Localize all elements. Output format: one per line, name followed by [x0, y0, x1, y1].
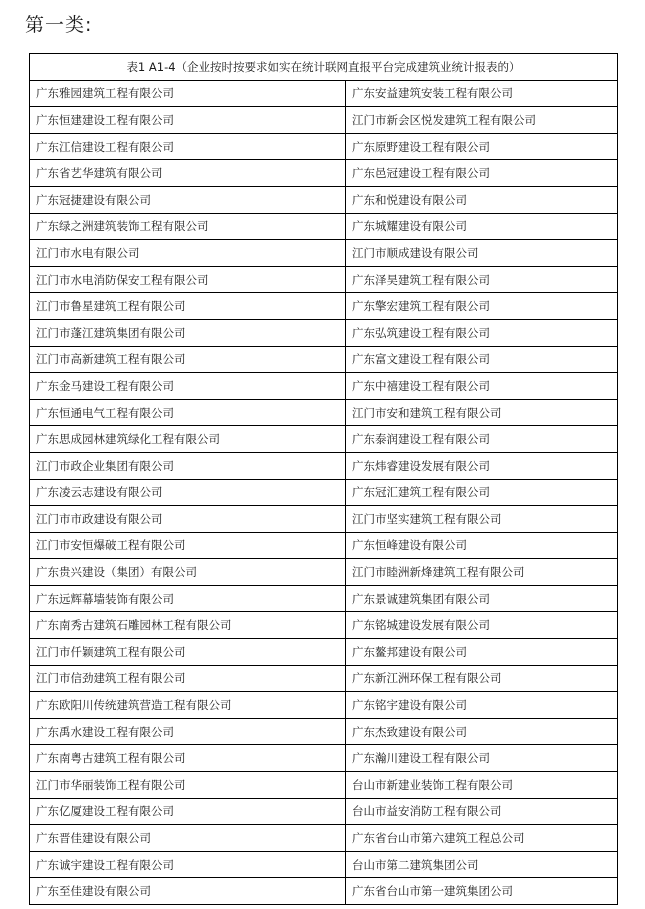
company-name-cell-right: 广东泰润建设工程有限公司: [346, 426, 618, 453]
company-name-cell-left: 广东绿之洲建筑装饰工程有限公司: [30, 213, 346, 240]
table-row: [30, 745, 618, 772]
table-row: [30, 506, 618, 533]
company-name-cell-right: 江门市睦洲新烽建筑工程有限公司: [346, 559, 618, 586]
company-name-cell-right: 广东擎宏建筑工程有限公司: [346, 293, 618, 320]
company-name-cell-right: 广东富文建设工程有限公司: [346, 346, 618, 373]
company-name-cell-left: 广东欧阳川传统建筑营造工程有限公司: [30, 692, 346, 719]
table-row: [30, 319, 618, 346]
table-row: [30, 479, 618, 506]
company-name-cell-left: 广东冠捷建设有限公司: [30, 186, 346, 213]
table-row: [30, 825, 618, 852]
company-name-cell-right: 江门市安和建筑工程有限公司: [346, 399, 618, 426]
table-row: [30, 107, 618, 134]
company-name-cell-right: 广东中禧建设工程有限公司: [346, 373, 618, 400]
company-name-cell-right: 台山市第二建筑集团公司: [346, 851, 618, 878]
company-name-cell-right: 广东原野建设工程有限公司: [346, 133, 618, 160]
company-name-cell-right: 广东杰致建设有限公司: [346, 718, 618, 745]
company-name-cell-right: 江门市顺成建设有限公司: [346, 240, 618, 267]
company-name-cell-left: 江门市鲁星建筑工程有限公司: [30, 293, 346, 320]
company-name-cell-right: 江门市新会区悦发建筑工程有限公司: [346, 107, 618, 134]
company-name-cell-left: 广东雅园建筑工程有限公司: [30, 80, 346, 107]
company-name-cell-right: 广东景诚建筑集团有限公司: [346, 585, 618, 612]
table-row: [30, 213, 618, 240]
company-name-cell-left: 广东诚宇建设工程有限公司: [30, 851, 346, 878]
table-row: [30, 639, 618, 666]
company-name-cell-left: 江门市高新建筑工程有限公司: [30, 346, 346, 373]
company-name-cell-right: 广东瀚川建设工程有限公司: [346, 745, 618, 772]
company-name-cell-right: 江门市坚实建筑工程有限公司: [346, 506, 618, 533]
company-name-cell-left: 江门市水电消防保安工程有限公司: [30, 266, 346, 293]
table-row: [30, 452, 618, 479]
company-name-cell-left: 广东思成园林建筑绿化工程有限公司: [30, 426, 346, 453]
company-name-cell-left: 广东禹水建设工程有限公司: [30, 718, 346, 745]
company-name-cell-right: 广东铭城建设发展有限公司: [346, 612, 618, 639]
company-name-cell-left: 江门市市政建设有限公司: [30, 506, 346, 533]
table-row: [30, 798, 618, 825]
company-name-cell-right: 广东炜睿建设发展有限公司: [346, 452, 618, 479]
company-name-cell-left: 广东南秀古建筑石雕园林工程有限公司: [30, 612, 346, 639]
company-table-body: [30, 54, 618, 905]
company-name-cell-right: 广东省台山市第一建筑集团公司: [346, 878, 618, 905]
company-name-cell-left: 广东远辉幕墙装饰有限公司: [30, 585, 346, 612]
company-name-cell-right: 台山市新建业装饰工程有限公司: [346, 772, 618, 799]
company-name-cell-right: 广东泽昊建筑工程有限公司: [346, 266, 618, 293]
company-name-cell-right: 广东铭宇建设有限公司: [346, 692, 618, 719]
table-row: [30, 559, 618, 586]
table-row: [30, 399, 618, 426]
table-row: [30, 772, 618, 799]
company-name-cell-left: 江门市信劲建筑工程有限公司: [30, 665, 346, 692]
table-row: [30, 133, 618, 160]
table-row: [30, 266, 618, 293]
company-name-cell-left: 广东凌云志建设有限公司: [30, 479, 346, 506]
table-row: [30, 692, 618, 719]
company-name-cell-right: 广东新江洲环保工程有限公司: [346, 665, 618, 692]
table-caption: 表1 A1-4（企业按时按要求如实在统计联网直报平台完成建筑业统计报表的）: [30, 54, 618, 81]
table-row: [30, 240, 618, 267]
table-row: [30, 293, 618, 320]
table-row: [30, 186, 618, 213]
company-name-cell-right: 广东和悦建设有限公司: [346, 186, 618, 213]
table-row: [30, 80, 618, 107]
company-name-cell-left: 广东至佳建设有限公司: [30, 878, 346, 905]
table-caption-row: [30, 54, 618, 81]
company-name-cell-left: 广东贵兴建设（集团）有限公司: [30, 559, 346, 586]
table-row: [30, 160, 618, 187]
section-heading: 第一类:: [25, 14, 93, 36]
company-name-cell-left: 广东金马建设工程有限公司: [30, 373, 346, 400]
company-name-cell-right: 广东安益建筑安装工程有限公司: [346, 80, 618, 107]
table-row: [30, 665, 618, 692]
company-name-cell-right: 广东冠汇建筑工程有限公司: [346, 479, 618, 506]
company-name-cell-left: 江门市政企业集团有限公司: [30, 452, 346, 479]
table-row: [30, 585, 618, 612]
company-name-cell-left: 广东南粤古建筑工程有限公司: [30, 745, 346, 772]
table-row: [30, 346, 618, 373]
company-name-cell-left: 江门市华丽装饰工程有限公司: [30, 772, 346, 799]
company-name-cell-left: 江门市仟颖建筑工程有限公司: [30, 639, 346, 666]
company-name-cell-left: 广东省艺华建筑有限公司: [30, 160, 346, 187]
company-name-cell-left: 广东亿厦建设工程有限公司: [30, 798, 346, 825]
company-name-cell-right: 广东鳌邦建设有限公司: [346, 639, 618, 666]
company-name-cell-right: 台山市益安消防工程有限公司: [346, 798, 618, 825]
table-row: [30, 373, 618, 400]
table-row: [30, 851, 618, 878]
company-name-cell-right: 广东省台山市第六建筑工程总公司: [346, 825, 618, 852]
company-name-cell-right: 广东弘筑建设工程有限公司: [346, 319, 618, 346]
company-name-cell-left: 广东江信建设工程有限公司: [30, 133, 346, 160]
table-row: [30, 718, 618, 745]
company-name-cell-left: 江门市蓬江建筑集团有限公司: [30, 319, 346, 346]
table-row: [30, 878, 618, 905]
company-name-cell-right: 广东恒峰建设有限公司: [346, 532, 618, 559]
company-name-cell-left: 江门市水电有限公司: [30, 240, 346, 267]
company-name-cell-left: 广东晋佳建设有限公司: [30, 825, 346, 852]
company-name-cell-right: 广东城耀建设有限公司: [346, 213, 618, 240]
company-name-cell-left: 广东恒建建设工程有限公司: [30, 107, 346, 134]
table-row: [30, 612, 618, 639]
table-row: [30, 426, 618, 453]
company-name-cell-left: 江门市安恒爆破工程有限公司: [30, 532, 346, 559]
table-row: [30, 532, 618, 559]
company-table: [29, 53, 618, 905]
company-name-cell-right: 广东邑冠建设工程有限公司: [346, 160, 618, 187]
company-name-cell-left: 广东恒通电气工程有限公司: [30, 399, 346, 426]
